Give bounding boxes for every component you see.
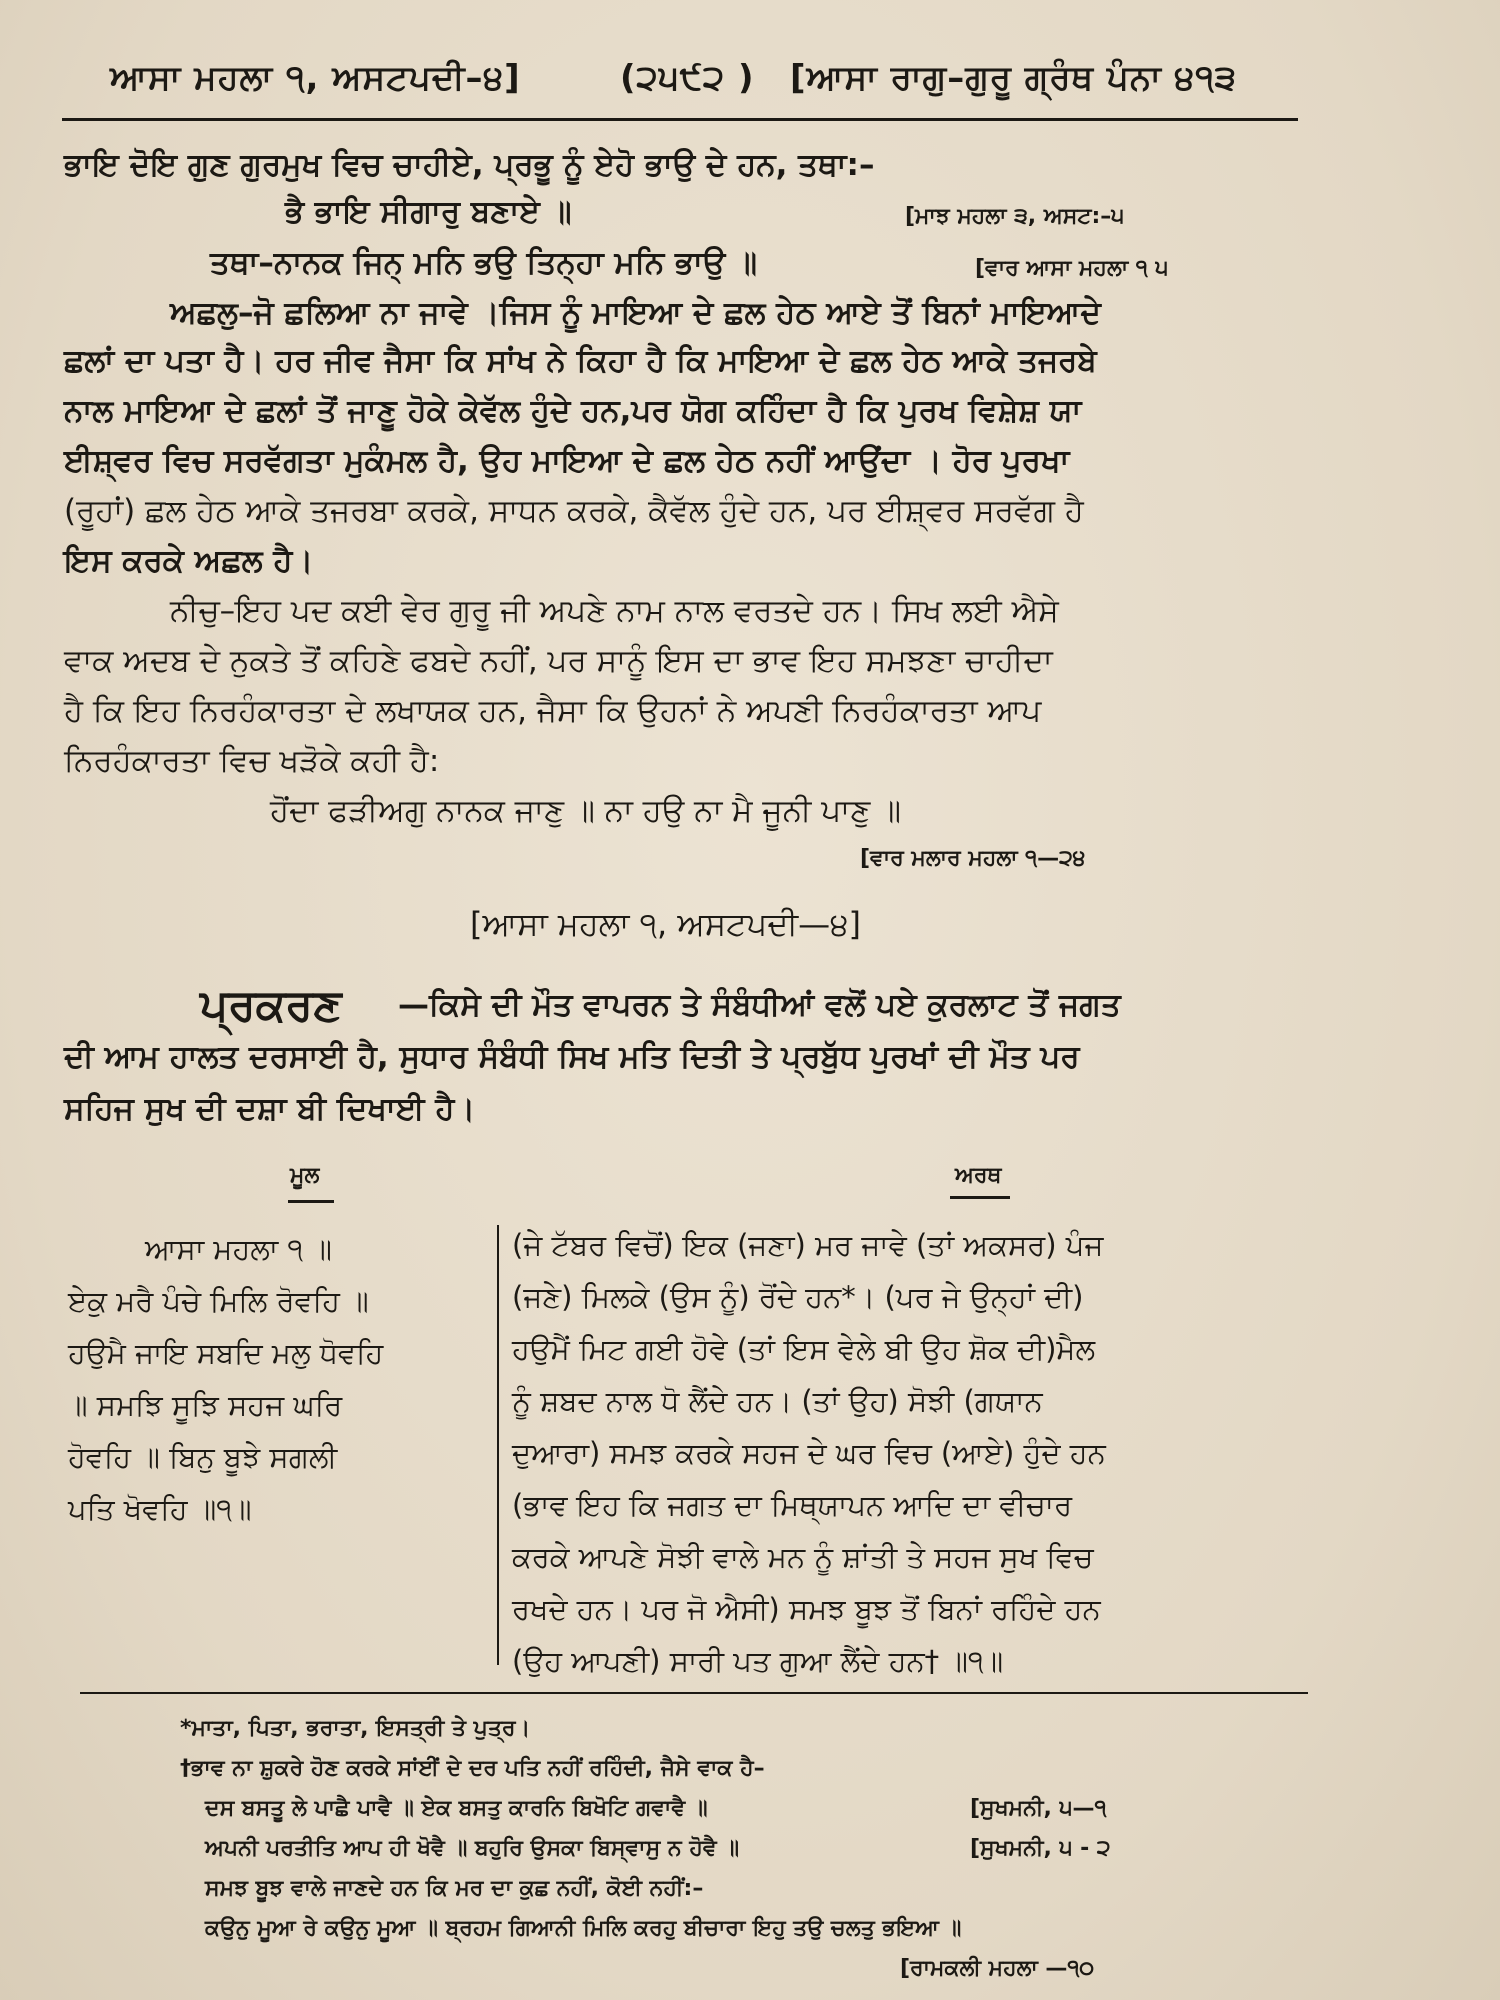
body-line: ਵਾਕ ਅਦਬ ਦੇ ਨੁਕਤੇ ਤੋਂ ਕਹਿਣੇ ਫਬਦੇ ਨਹੀਂ, ਪਰ ਸਾਨੂੰ ਇਸ ਦਾ ਭਾਵ ਇਹ ਸਮਝਣਾ ਚਾਹੀਦਾ — [64, 643, 1053, 679]
body-line: ਨੀਚੁ–ਇਹ ਪਦ ਕਈ ਵੇਰ ਗੁਰੂ ਜੀ ਅਪਣੇ ਨਾਮ ਨਾਲ ਵਰਤਦੇ ਹਨ। ਸਿਖ ਲਈ ਐਸੇ — [170, 593, 1059, 629]
quote-reference: [ਵਾਰ ਆਸਾ ਮਹਲਾ ੧ ੫ — [975, 256, 1169, 281]
mool-line: ਏਕੁ ਮਰੈ ਪੰਚੇ ਮਿਲਿ ਰੋਵਹਿ ॥ — [68, 1284, 369, 1318]
section-title: [ਆਸਾ ਮਹਲਾ ੧, ਅਸਟਪਦੀ—੪] — [470, 905, 862, 943]
mool-line: ਆਸਾ ਮਹਲਾ ੧ ॥ — [145, 1232, 332, 1266]
heading-underline — [950, 1196, 1010, 1199]
heading-underline — [288, 1200, 334, 1203]
intro-line: —ਕਿਸੇ ਦੀ ਮੌਤ ਵਾਪਰਨ ਤੇ ਸੰਬੰਧੀਆਂ ਵਲੋਂ ਪਏ ਕੁਰਲਾਟ ਤੋਂ ਜਗਤ — [398, 987, 1121, 1023]
footnote-reference: [ਸੁਖਮਨੀ, ੫—੧ — [970, 1796, 1107, 1821]
body-line: ਹੈ ਕਿ ਇਹ ਨਿਰਹੰਕਾਰਤਾ ਦੇ ਲਖਾਯਕ ਹਨ, ਜੈਸਾ ਕਿ ਉਹਨਾਂ ਨੇ ਅਪਣੀ ਨਿਰਹੰਕਾਰਤਾ ਆਪ — [64, 693, 1042, 729]
body-line: ਨਾਲ ਮਾਇਆ ਦੇ ਛਲਾਂ ਤੋਂ ਜਾਣੂ ਹੋਕੇ ਕੇਵੱਲ ਹੁੰਦੇ ਹਨ,ਪਰ ਯੋਗ ਕਹਿੰਦਾ ਹੈ ਕਿ ਪੁਰਖ ਵਿਸ਼ੇਸ਼ ਯਾ — [64, 393, 1082, 429]
mool-line: ਹੋਵਹਿ ॥ ਬਿਨੁ ਬੂਝੇ ਸਗਲੀ — [68, 1440, 338, 1474]
arth-line: ਹਉਮੈਂ ਮਿਟ ਗਈ ਹੋਵੇ (ਤਾਂ ਇਸ ਵੇਲੇ ਬੀ ਉਹ ਸ਼ੋਕ ਦੀ)ਮੈਲ — [512, 1332, 1096, 1366]
footnote: ਕਉਨੁ ਮੂਆ ਰੇ ਕਉਨੁ ਮੂਆ ॥ ਬ੍ਰਹਮ ਗਿਆਨੀ ਮਿਲਿ ਕਰਹੁ ਬੀਚਾਰਾ ਇਹੁ ਤਉ ਚਲਤੁ ਭਇਆ ॥ — [205, 1916, 962, 1941]
header-rule — [62, 118, 1298, 121]
quote: ਹੋਂਦਾ ਫੜੀਅਗੁ ਨਾਨਕ ਜਾਣੁ ॥ ਨਾ ਹਉ ਨਾ ਮੈ ਜੂਨੀ ਪਾਣੁ ॥ — [270, 793, 902, 829]
footnote-rule — [80, 1692, 1308, 1694]
arth-line: ਦੁਆਰਾ) ਸਮਝ ਕਰਕੇ ਸਹਜ ਦੇ ਘਰ ਵਿਚ (ਆਏ) ਹੁੰਦੇ ਹਨ — [512, 1436, 1106, 1470]
footnote: ਦਸ ਬਸਤੂ ਲੇ ਪਾਛੈ ਪਾਵੈ ॥ ਏਕ ਬਸਤੁ ਕਾਰਨਿ ਬਿਖੋਟਿ ਗਵਾਵੈ ॥ — [205, 1796, 708, 1821]
quote-reference: [ਵਾਰ ਮਲਾਰ ਮਹਲਾ ੧—੨੪ — [860, 846, 1086, 871]
footnote-reference: [ਰਾਮਕਲੀ ਮਹਲਾ —੧੦ — [900, 1956, 1095, 1981]
intro-label: ਪ੍ਰਕਰਣ — [200, 980, 342, 1031]
header-left: ਆਸਾ ਮਹਲਾ ੧, ਅਸਟਪਦੀ–੪] — [110, 58, 521, 98]
quote: ਭੈ ਭਾਇ ਸੀਗਾਰੁ ਬਣਾਏ ॥ — [285, 194, 572, 230]
arth-line: ਕਰਕੇ ਆਪਣੇ ਸੋਝੀ ਵਾਲੇ ਮਨ ਨੂੰ ਸ਼ਾਂਤੀ ਤੇ ਸਹਜ ਸੁਖ ਵਿਚ — [512, 1540, 1094, 1574]
arth-line: (ਜੇ ਟੱਬਰ ਵਿਚੋਂ) ਇਕ (ਜਣਾ) ਮਰ ਜਾਵੇ (ਤਾਂ ਅਕਸਰ) ਪੰਜ — [512, 1228, 1104, 1262]
body-line: ਛਲਾਂ ਦਾ ਪਤਾ ਹੈ। ਹਰ ਜੀਵ ਜੈਸਾ ਕਿ ਸਾਂਖ ਨੇ ਕਿਹਾ ਹੈ ਕਿ ਮਾਇਆ ਦੇ ਛਲ ਹੇਠ ਆਕੇ ਤਜਰਬੇ — [64, 343, 1097, 379]
intro-line: ਦੀ ਆਮ ਹਾਲਤ ਦਰਸਾਈ ਹੈ, ਸੁਧਾਰ ਸੰਬੰਧੀ ਸਿਖ ਮਤਿ ਦਿਤੀ ਤੇ ਪ੍ਰਬੁੱਧ ਪੁਰਖਾਂ ਦੀ ਮੌਤ ਪਰ — [64, 1039, 1080, 1075]
column-divider — [497, 1225, 499, 1665]
body-line: ਅਛਲੁ–ਜੋ ਛਲਿਆ ਨਾ ਜਾਵੇ ।ਜਿਸ ਨੂੰ ਮਾਇਆ ਦੇ ਛਲ ਹੇਠ ਆਏ ਤੋਂ ਬਿਨਾਂ ਮਾਇਆਦੇ — [170, 295, 1101, 331]
quote-reference: [ਮਾਝ ਮਹਲਾ ੩, ਅਸਟ:–੫ — [905, 204, 1125, 229]
footnote: ਸਮਝ ਬੂਝ ਵਾਲੇ ਜਾਣਦੇ ਹਨ ਕਿ ਮਰ ਦਾ ਕੁਛ ਨਹੀਂ, ਕੋਈ ਨਹੀਂ:– — [205, 1876, 704, 1901]
page-number: (੨੫੯੨ ) — [620, 58, 755, 98]
footnote: *ਮਾਤਾ, ਪਿਤਾ, ਭਰਾਤਾ, ਇਸਤ੍ਰੀ ਤੇ ਪੁਤ੍ਰ। — [180, 1716, 531, 1741]
mool-line: ॥ ਸਮਝਿ ਸੂਝਿ ਸਹਜ ਘਰਿ — [68, 1388, 343, 1422]
mool-line: ਪਤਿ ਖੋਵਹਿ ॥੧॥ — [68, 1492, 252, 1526]
intro-line: ਸਹਿਜ ਸੁਖ ਦੀ ਦਸ਼ਾ ਬੀ ਦਿਖਾਈ ਹੈ। — [64, 1091, 476, 1127]
footnote-reference: [ਸੁਖਮਨੀ, ੫ - ੨ — [970, 1836, 1111, 1861]
body-line: ਇਸ ਕਰਕੇ ਅਛਲ ਹੈ। — [64, 543, 314, 579]
body-line: ਨਿਰਹੰਕਾਰਤਾ ਵਿਚ ਖੜੋਕੇ ਕਹੀ ਹੈ: — [64, 743, 440, 779]
column-heading-arth: ਅਰਥ — [955, 1163, 1002, 1188]
body-line: ਈਸ਼੍ਵਰ ਵਿਚ ਸਰਵੱਗਤਾ ਮੁਕੰਮਲ ਹੈ, ਉਹ ਮਾਇਆ ਦੇ ਛਲ ਹੇਠ ਨਹੀਂ ਆਉਂਦਾ । ਹੋਰ ਪੁਰਖਾ — [64, 443, 1070, 479]
column-heading-mool: ਮੂਲ — [290, 1163, 320, 1188]
mool-line: ਹਉਮੈ ਜਾਇ ਸਬਦਿ ਮਲੁ ਧੋਵਹਿ — [68, 1336, 384, 1370]
footnote: †ਭਾਵ ਨਾ ਸ਼ੁਕਰੇ ਹੋਣ ਕਰਕੇ ਸਾਂਈਂ ਦੇ ਦਰ ਪਤਿ ਨਹੀਂ ਰਹਿੰਦੀ, ਜੈਸੇ ਵਾਕ ਹੈ– — [180, 1756, 765, 1781]
footnote: ਅਪਨੀ ਪਰਤੀਤਿ ਆਪ ਹੀ ਖੋਵੈ ॥ ਬਹੁਰਿ ਉਸਕਾ ਬਿਸ੍ਵਾਸੁ ਨ ਹੋਵੈ ॥ — [205, 1836, 740, 1861]
arth-line: (ਜਣੇ) ਮਿਲਕੇ (ਉਸ ਨੂੰ) ਰੋਂਦੇ ਹਨ*। (ਪਰ ਜੇ ਉਨ੍ਹਾਂ ਦੀ) — [512, 1280, 1084, 1314]
body-line: (ਰੂਹਾਂ) ਛਲ ਹੇਠ ਆਕੇ ਤਜਰਬਾ ਕਰਕੇ, ਸਾਧਨ ਕਰਕੇ, ਕੈਵੱਲ ਹੁੰਦੇ ਹਨ, ਪਰ ਈਸ਼੍ਵਰ ਸਰਵੱਗ ਹੈ — [64, 493, 1084, 529]
arth-line: ਨੂੰ ਸ਼ਬਦ ਨਾਲ ਧੋ ਲੈਂਦੇ ਹਨ। (ਤਾਂ ਉਹ) ਸੋਝੀ (ਗਯਾਨ — [512, 1384, 1043, 1418]
arth-line: (ਉਹ ਆਪਣੀ) ਸਾਰੀ ਪਤ ਗੁਆ ਲੈਂਦੇ ਹਨ† ॥੧॥ — [512, 1644, 1004, 1678]
body-line: ਭਾਇ ਦੋਇ ਗੁਣ ਗੁਰਮੁਖ ਵਿਚ ਚਾਹੀਏ, ਪ੍ਰਭੂ ਨੂੰ ਏਹੋ ਭਾਉ ਦੇ ਹਨ, ਤਥਾ:– — [64, 147, 875, 183]
arth-line: (ਭਾਵ ਇਹ ਕਿ ਜਗਤ ਦਾ ਮਿਥ੍ਯਾਪਨ ਆਦਿ ਦਾ ਵੀਚਾਰ — [512, 1488, 1073, 1522]
quote: ਤਥਾ–ਨਾਨਕ ਜਿਨ੍ ਮਨਿ ਭਉ ਤਿਨ੍ਹਾ ਮਨਿ ਭਾਉ ॥ — [210, 245, 757, 281]
arth-line: ਰਖਦੇ ਹਨ। ਪਰ ਜੋ ਐਸੀ) ਸਮਝ ਬੂਝ ਤੋਂ ਬਿਨਾਂ ਰਹਿੰਦੇ ਹਨ — [512, 1592, 1101, 1626]
header-right: [ਆਸਾ ਰਾਗੁ–ਗੁਰੂ ਗ੍ਰੰਥ ਪੰਨਾ ੪੧੩ — [790, 58, 1237, 98]
